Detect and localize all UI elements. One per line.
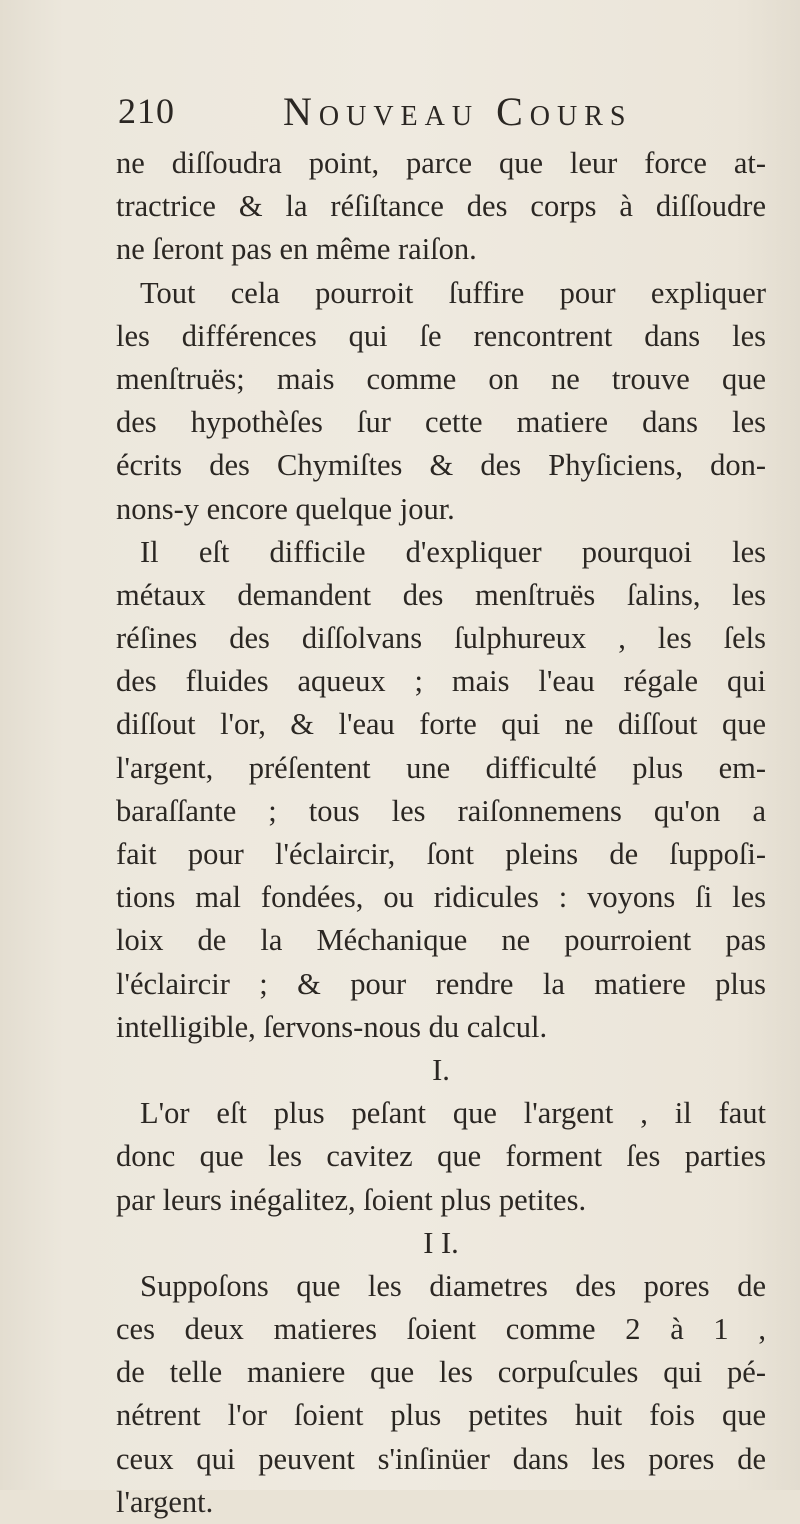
text-line: des hypothèſes ſur cette matiere dans les: [116, 405, 766, 440]
text-line: l'argent, préſentent une difficulté plus em-: [116, 750, 766, 785]
text-line: Il eſt difficile d'expliquer pourquoi les: [140, 534, 766, 569]
text-line: tions mal fondées, ou ridicules : voyons ſi les: [116, 880, 766, 915]
text-line: ne diſſoudra point, parce que leur force at-: [116, 146, 766, 180]
text-line: ne ſeront pas en même raiſon.: [116, 232, 477, 267]
text-line: donc que les cavitez que forment ſes parties: [116, 1139, 766, 1174]
text-line: diſſout l'or, & l'eau forte qui ne diſſout que: [116, 707, 766, 742]
text-line: écrits des Chymiſtes & des Phyſiciens, don-: [116, 448, 766, 483]
text-line: nétrent l'or ſoient plus petites huit fois que: [116, 1398, 766, 1433]
text-line: baraſſante ; tous les raiſonnemens qu'on a: [116, 793, 766, 828]
text-line: tractrice & la réſiſtance des corps à diſſoudre: [116, 189, 766, 224]
text-line: réſines des diſſolvans ſulphureux , les ſels: [116, 621, 766, 656]
text-line: L'or eſt plus peſant que l'argent , il faut: [140, 1096, 766, 1131]
text-line: les différences qui ſe rencontrent dans les: [116, 318, 766, 353]
text-line: de telle maniere que les corpuſcules qui pé-: [116, 1355, 766, 1390]
page-number: 210: [118, 91, 175, 131]
text-line: des fluides aqueux ; mais l'eau régale qui: [116, 664, 766, 699]
text-line: Tout cela pourroit ſuffire pour expliquer: [140, 275, 766, 310]
running-header: [118, 88, 678, 138]
running-title: Nouveau Cours: [283, 89, 633, 134]
text-line: nons-y encore quelque jour.: [116, 491, 455, 526]
text-line: loix de la Méchanique ne pourroient pas: [116, 923, 766, 958]
text-line: fait pour l'éclaircir, ſont pleins de ſuppoſi-: [116, 837, 766, 871]
text-line: l'argent.: [116, 1484, 214, 1519]
text-line: par leurs inégalitez, ſoient plus petites.: [116, 1182, 587, 1217]
section-number: I.: [432, 1052, 450, 1087]
text-line: intelligible, ſervons-nous du calcul.: [116, 1009, 548, 1044]
text-line: l'éclaircir ; & pour rendre la matiere plus: [116, 966, 766, 1001]
body-text: [116, 142, 766, 1524]
section-number: I I.: [423, 1225, 459, 1260]
text-line: Suppoſons que les diametres des pores de: [140, 1268, 766, 1303]
text-line: métaux demandent des menſtruës ſalins, les: [116, 577, 766, 612]
text-line: menſtruës; mais comme on ne trouve que: [116, 361, 766, 396]
text-line: ceux qui peuvent s'inſinüer dans les pores de: [116, 1441, 766, 1476]
text-line: ces deux matieres ſoient comme 2 à 1 ,: [116, 1312, 766, 1347]
